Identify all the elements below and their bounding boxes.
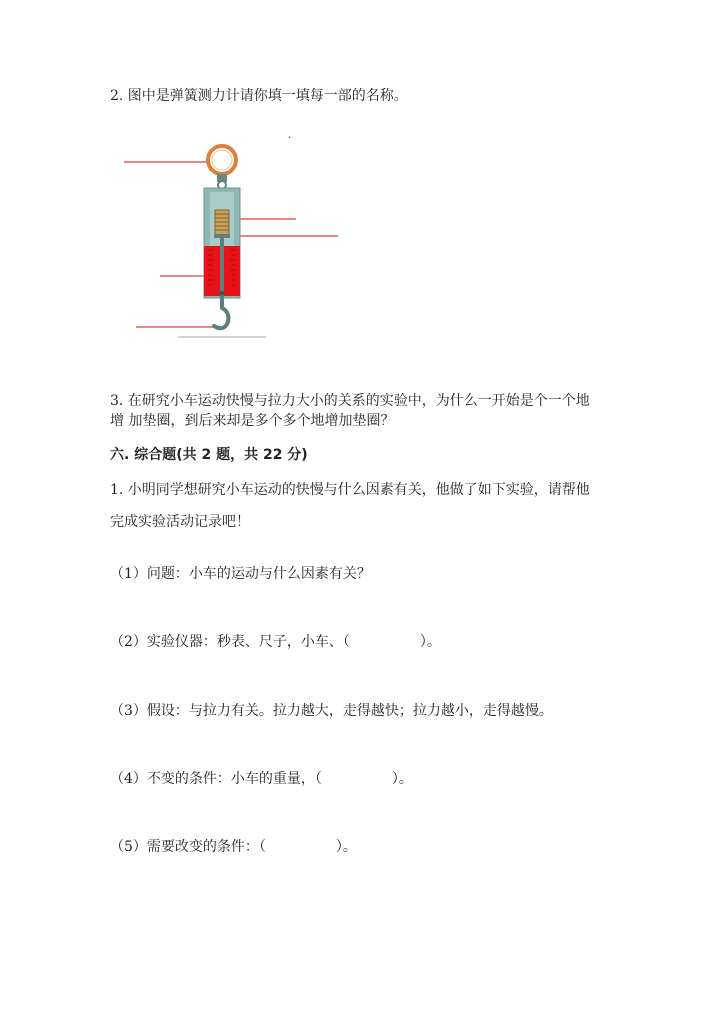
pointer-rod (220, 238, 224, 294)
problem-1-line-2: 完成实验活动记录吧！ (110, 514, 250, 530)
question-3-line-2: 增 加垫圈，到后来却是多个多个地增加垫圈？ (110, 413, 395, 429)
section-6-heading: 六. 综合题(共 2 题，共 22 分) (110, 447, 308, 463)
question-3-line-1: 3. 在研究小车运动快慢与拉力大小的关系的实验中，为什么一开始是个一个地 (110, 393, 590, 409)
item-1-question: （1）问题：小车的运动与什么因素有关？ (110, 566, 371, 582)
spring-icon (214, 210, 230, 238)
item-3-hypothesis: （3）假设：与拉力有关。拉力越大，走得越快；拉力越小，走得越慢。 (110, 703, 553, 719)
hook-icon (214, 297, 228, 328)
problem-1-line-1: 1. 小明同学想研究小车运动的快慢与什么因素有关，他做了如下实验，请帮他 (110, 482, 590, 498)
stray-dot: . (288, 130, 292, 141)
question-2-text: 2. 图中是弹簧测力计请你填一填每一部的名称。 (110, 88, 408, 104)
item-4-constant: （4）不变的条件：小车的重量，（ ）。 (110, 771, 413, 787)
item-2-instruments: （2）实验仪器：秒表、尺子，小车、（ ）。 (110, 634, 441, 650)
item-5-variable: （5）需要改变的条件：（ ）。 (110, 839, 357, 855)
spring-scale-figure (110, 130, 360, 345)
